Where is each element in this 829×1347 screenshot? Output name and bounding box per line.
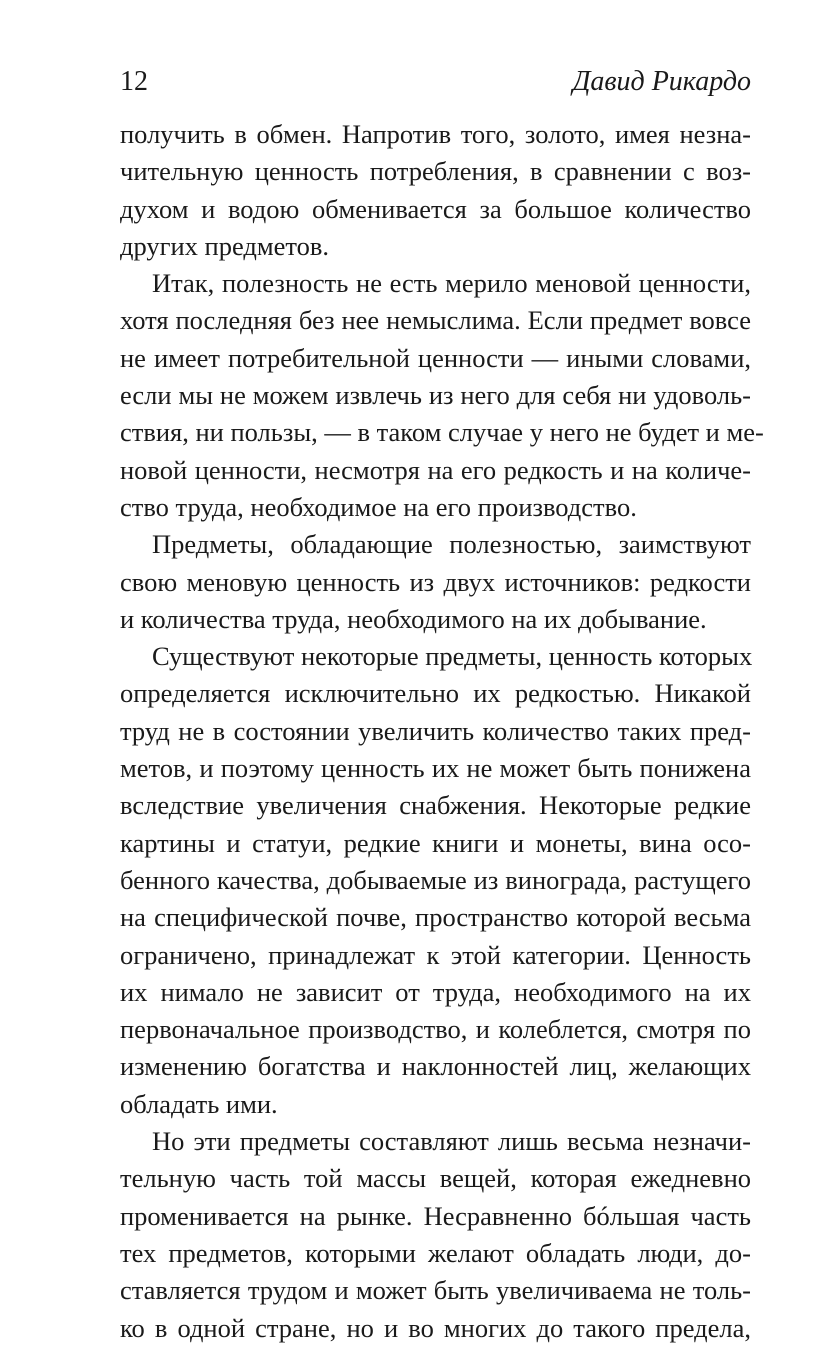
text-line: их нимало не зависит от труда, необходимого на их bbox=[120, 976, 751, 1007]
text-line: изменению богатства и наклонностей лиц, желающих bbox=[120, 1051, 751, 1082]
text-line: на специфической почве, пространство которой весьма bbox=[120, 902, 751, 933]
text-line: чительную ценность потребления, в сравнении с воз- bbox=[120, 156, 751, 187]
text-line: вследствие увеличения снабжения. Некоторые редкие bbox=[120, 790, 751, 821]
text-line: ограничено, принадлежат к этой категории. Ценность bbox=[120, 939, 751, 970]
text-line: свою меновую ценность из двух источников: редкости bbox=[120, 566, 751, 597]
text-line: хотя последняя без нее немыслима. Если предмет вовсе bbox=[120, 305, 751, 336]
text-line: новой ценности, несмотря на его редкость и на количе- bbox=[120, 454, 751, 485]
text-line: тельную часть той массы вещей, которая ежедневно bbox=[120, 1163, 751, 1194]
text-line: духом и водою обменивается за большое количество bbox=[120, 193, 751, 224]
paragraph-first-line: Итак, полезность не есть мерило меновой ценности, bbox=[152, 268, 751, 299]
text-line: получить в обмен. Напротив того, золото, имея незна- bbox=[120, 119, 751, 149]
text-line: променивается на рынке. Несравненно бóльшая часть bbox=[120, 1200, 751, 1231]
paragraph-first-line: Но эти предметы составляют лишь весьма незначи- bbox=[152, 1126, 751, 1157]
paragraph-first-line: Существуют некоторые предметы, ценность которых bbox=[152, 641, 753, 672]
text-line: других предметов. bbox=[120, 230, 330, 261]
paragraph-first-line: Предметы, обладающие полезностью, заимствуют bbox=[152, 529, 751, 560]
text-line: если мы не можем извлечь из него для себя ни удоволь- bbox=[120, 380, 751, 411]
text-line: не имеет потребительной ценности — иными словами, bbox=[120, 342, 751, 373]
text-line: ставляется трудом и может быть увеличиваема не толь- bbox=[120, 1275, 751, 1306]
text-line: ко в одной стране, но и во многих до такого предела, bbox=[120, 1312, 751, 1343]
text-line: первоначальное производство, и колеблется, смотря по bbox=[120, 1014, 751, 1045]
text-line: картины и статуи, редкие книги и монеты, вина осо- bbox=[120, 827, 751, 858]
text-line: обладать ими. bbox=[120, 1088, 278, 1119]
text-line: тех предметов, которыми желают обладать люди, до- bbox=[120, 1237, 751, 1268]
page-number: 12 bbox=[120, 66, 148, 97]
text-line: определяется исключительно их редкостью. Никакой bbox=[120, 678, 751, 709]
body-text bbox=[120, 116, 764, 1347]
text-line: метов, и поэтому ценность их не может быть понижена bbox=[120, 753, 751, 784]
text-line: труд не в состоянии увеличить количество таких пред- bbox=[120, 715, 751, 746]
text-line: бенного качества, добываемые из винограда, растущего bbox=[120, 864, 751, 895]
running-head bbox=[120, 62, 751, 102]
text-line: ство труда, необходимое на его производство. bbox=[120, 491, 637, 522]
text-line: ствия, ни пользы, — в таком случае у него не будет и ме- bbox=[120, 417, 764, 448]
text-line: и количества труда, необходимого на их добывание. bbox=[120, 603, 707, 634]
running-title: Давид Рикардо bbox=[572, 66, 751, 97]
